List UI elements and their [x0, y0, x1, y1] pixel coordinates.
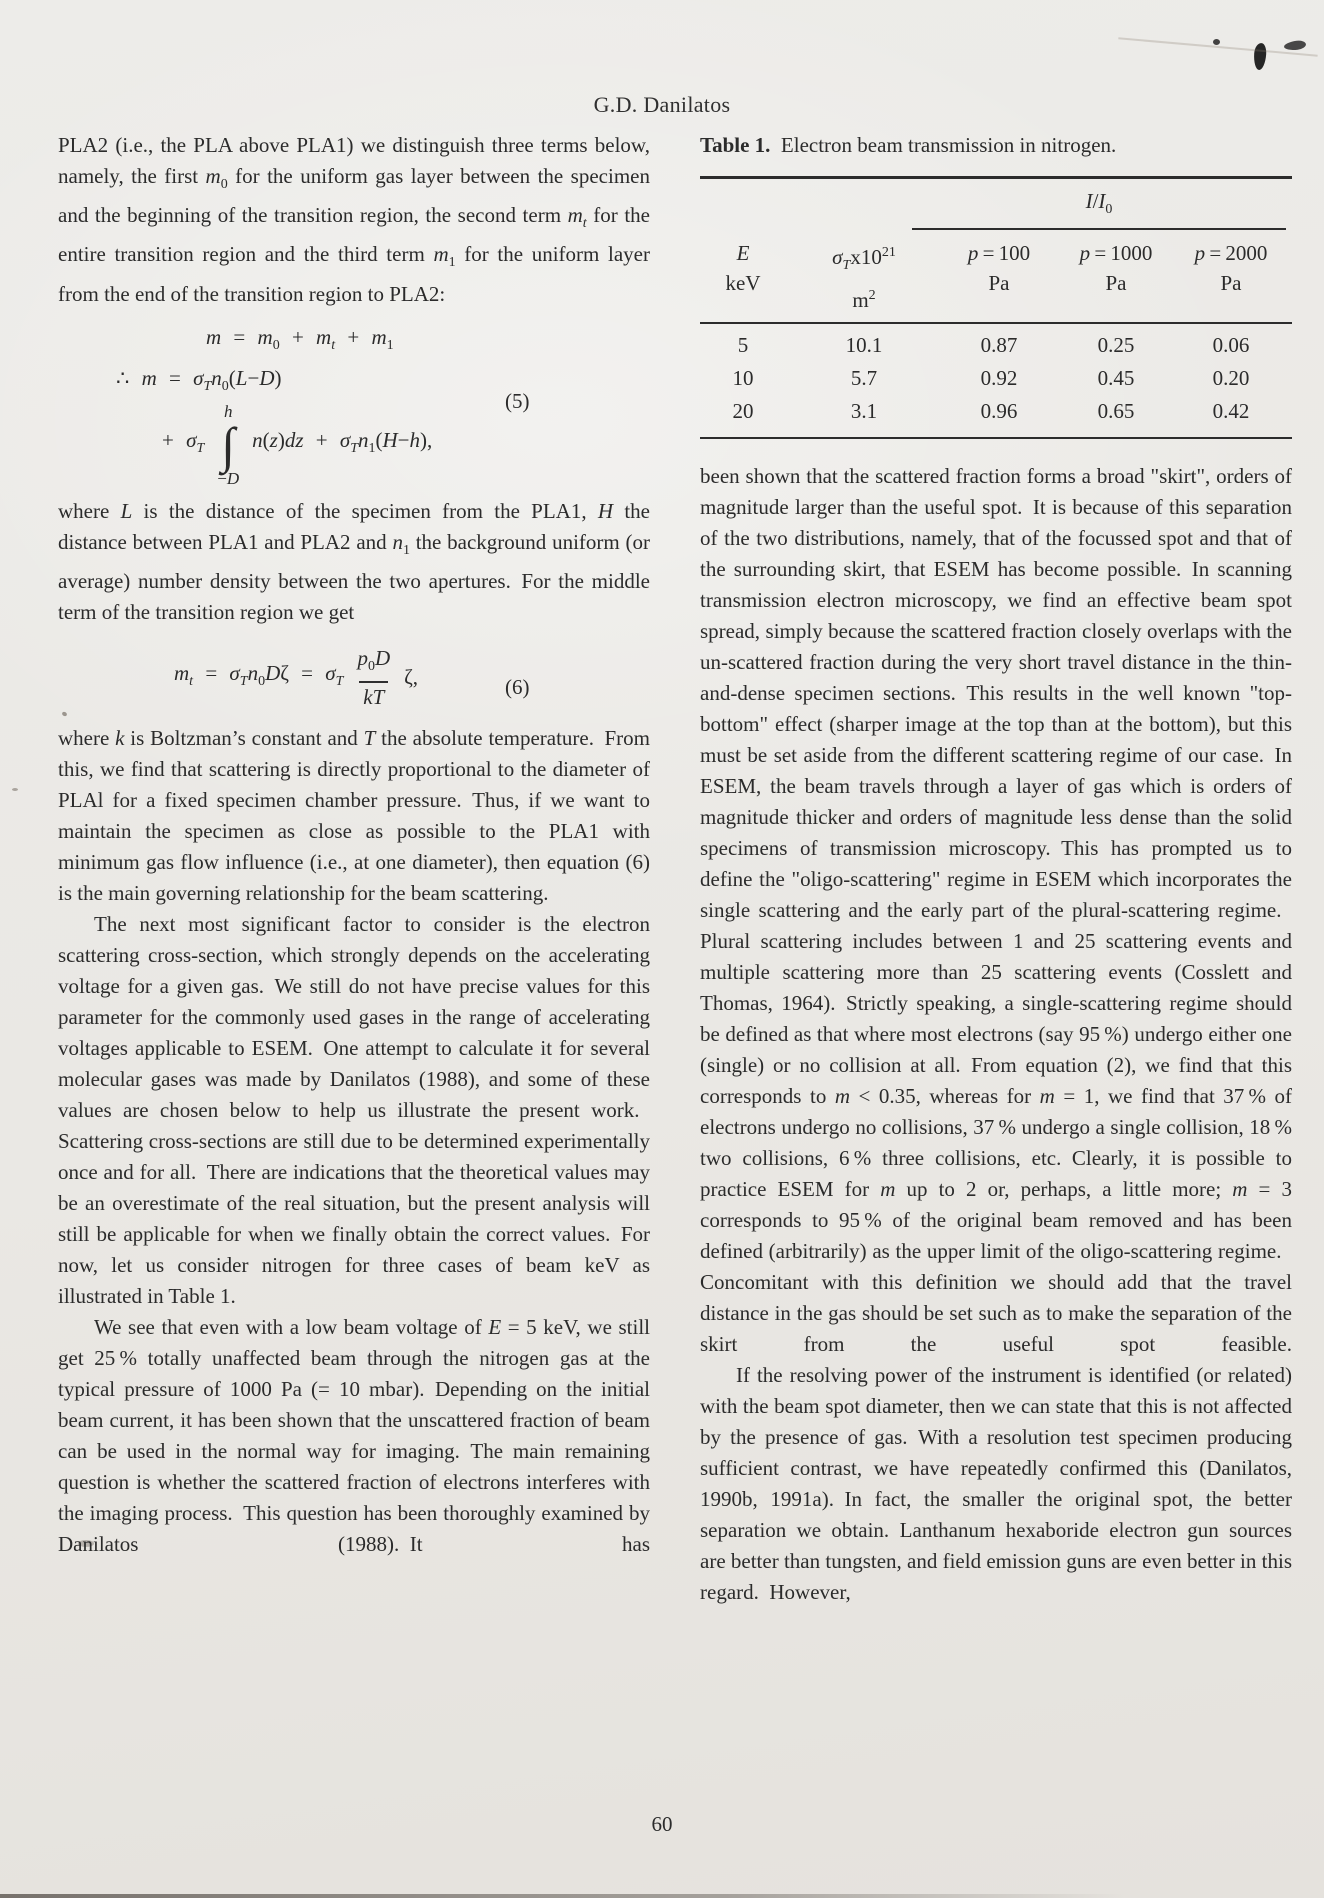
scan-edge-shadow [0, 1894, 1324, 1898]
header-line2: Pa [1105, 271, 1127, 296]
equation-5 [58, 322, 650, 488]
table-cell: 10 [732, 366, 754, 391]
equation-5-line3 [162, 402, 650, 488]
table-cell: 0.06 [1212, 333, 1250, 358]
table-cell: 10.1 [845, 333, 883, 358]
table-column-header [1056, 230, 1176, 315]
equation-5-term-post: $n(z)dz + \sigma_Tn_1(H-h)$, [252, 428, 433, 457]
table-cell: 3.1 [850, 399, 878, 424]
paper-speck [12, 788, 18, 791]
table-cell: 0.87 [980, 333, 1018, 358]
header-line1: p = 2000 [1194, 241, 1268, 266]
header-line2: $m^2$ [852, 288, 876, 313]
table-cell: 0.45 [1097, 366, 1135, 391]
table-span-header-label: $I/I_0$ [912, 179, 1286, 230]
ink-blob-mark [1253, 43, 1267, 71]
integral-lower-limit: −D [217, 468, 240, 488]
paragraph-resolving-power: If the resolving power of the instrument is identified (or related) with the beam spot diameter, then we can state that this is not affected by the presence of gas. With a resolution test specimen producing sufficient contrast, we have repeatedly confirmed this (Danilatos, 1990b, 1991a). In fact, the smaller the original spot, the better separation we obtain. Lanthanum hexaboride electron gun sources are better than tungsten, and field emission guns are even better in this regard. However, [700, 1363, 1292, 1605]
page-number: 60 [651, 1812, 673, 1836]
right-column [700, 130, 1292, 1608]
table-header-row [700, 230, 1292, 315]
table-cell: 5 [737, 333, 749, 358]
paragraph-next-factor: The next most significant factor to consider is the electron scattering cross-section, which strongly depends on the accelerating voltage for a given gas. We still do not have precise values for this parameter for the commonly used gases in the range of accelerating voltages applicable to ESEM. One attempt to calculate it for several molecular gases was made by Danilatos (1988), and some of these values are chosen below to help us illustrate the present work. Scattering cross-sections are still due to be determined experimentally once and for all. There are indications that the theoretical values may be an overestimate of the real situation, but the present analysis will still be applicable for when we finally obtain the correct values. For now, let us consider nitrogen for three cases of beam keV as illustrated in Table 1. [58, 912, 650, 1309]
paragraph-we-see: We see that even with a low beam voltage of E = 5 keV, we still get 25 % totally unaffected beam through the nitrogen gas at the typical pressure of 1000 Pa (= 10 mbar). Depending on the initial beam current, it has been shown that the unscattered fraction of beam can be used in the normal way for imaging. The main remaining question is whether the scattered fraction of electrons interferes with the imaging process. This question has been thoroughly examined by Danilatos (1988). It has [58, 1315, 650, 1557]
equation-number-5: (5) [505, 388, 530, 413]
header-line1: E [736, 241, 750, 266]
table-row [700, 324, 1292, 362]
table-cell: 0.65 [1097, 399, 1135, 424]
table-caption-label: Table 1. [700, 133, 771, 157]
equation-5-line2: ∴ $m = \sigma_Tn_0(L-D)$ [116, 365, 282, 394]
table-caption-text: Electron beam transmission in nitrogen. [780, 133, 1117, 157]
table-row [700, 395, 1292, 428]
table-column-header [942, 230, 1056, 315]
table-bottom-rule [700, 437, 1292, 439]
paragraph-pla2-terms: PLA2 (i.e., the PLA above PLA1) we distinguish three terms below, namely, the first $m_0$ for the uniform gas layer between the specimen and the beginning of the transition region, the second term $m_t$ for the entire transition region and the third term $m_1$ for the uniform layer from the end of the transition region to PLA2: [58, 133, 650, 306]
paragraph-skirt: been shown that the scattered fraction forms a broad "skirt", orders of magnitude larger than the useful spot. It is because of this separation of the two distributions, namely, that of the focussed spot and that of the surrounding skirt, that ESEM has become possible. In scanning transmission electron microscopy, we find an effective beam spot spread, simply because the scattered fraction closely overlaps with the un-scattered fraction during the very short travel distance in the thin-and-dense specimen sections. This results in the well known "top-bottom" effect (sharper image at the top than at the bottom), but this must be set aside from the different scattering regime of our case. In ESEM, the beam travels through a layer of gas which is orders of magnitude thicker and orders of magnitude less dense than the solid specimens of transmission microscopy. This has prompted us to define the "oligo-scattering" regime in ESEM which incorporates the single scattering and the early part of the plural-scattering regime. Plural scattering includes between 1 and 25 scattering events and multiple scattering more than 25 scattering events (Cosslett and Thomas, 1964). Strictly speaking, a single-scattering regime should be defined as that where most electrons (say 95 %) undergo either one (single) or no collision at all. From equation (2), we find that this corresponds to m < 0.35, whereas for m = 1, we find that 37 % of electrons undergo no collisions, 37 % undergo a single collision, 18 % two collisions, 6 % three collisions, etc. Clearly, it is possible to practice ESEM for m up to 2 or, perhaps, a little more; m = 3 corresponds to 95 % of the original beam removed and has been defined (arbitrarily) as the upper limit of the oligo-scattering regime. Concomitant with this definition we should add that the travel distance in the gas should be set such as to make the separation of the skirt from the useful spot feasible. [700, 464, 1292, 1357]
table-1 [700, 130, 1292, 439]
header-line1: p = 1000 [1079, 241, 1153, 266]
paragraph-where-k: where k is Boltzman’s constant and T the absolute temperature. From this, we find that scattering is directly proportional to the diameter of PLAl for a fixed specimen chamber pressure. Thus, if we want to maintain the specimen as close as possible to the PLA1 with minimum gas flow influence (i.e., at one diameter), then equation (6) is the main governing relationship for the beam scattering. [58, 726, 650, 906]
table-row [700, 362, 1292, 395]
table-column-header [1176, 230, 1286, 315]
table-cell: 5.7 [850, 366, 878, 391]
integral [217, 402, 239, 488]
equation-number-6: (6) [505, 675, 530, 700]
table-cell: 20 [732, 399, 754, 424]
header-line2: Pa [1220, 271, 1242, 296]
table-cell: 0.20 [1212, 366, 1250, 391]
integral-sign: ∫ [221, 416, 236, 473]
table-cell: 0.25 [1097, 333, 1135, 358]
table-cell: 0.42 [1212, 399, 1250, 424]
paragraph-where-L: where L is the distance of the specimen from the PLA1, H the distance between PLA1 and PLA2 and $n_1$ the background uniform (or average) number density between the two apertures. For the middle term of the transition region we get [58, 498, 650, 625]
fraction-numerator: $p_0D$ [357, 646, 391, 675]
fraction [353, 646, 394, 709]
table-column-header [786, 230, 942, 315]
header-line1: $\sigma_Tx10^{21}$ [832, 245, 896, 274]
equation-6 [58, 646, 650, 709]
left-column [58, 130, 650, 1560]
table-cell: 0.96 [980, 399, 1018, 424]
header-line2: keV [725, 271, 761, 296]
equation-6-rhs: ζ, [404, 665, 419, 690]
ink-dash-mark [1284, 40, 1307, 52]
fraction-denominator: kT [359, 681, 388, 709]
table-column-header [700, 230, 786, 315]
equation-6-lhs: $m_t = \sigma_Tn_0D\zeta = \sigma_T$ [174, 661, 344, 690]
table-caption [700, 130, 1292, 161]
equation-5-line1: $m = m_0 + m_t + m_1$ [206, 324, 394, 353]
header-line1: p = 100 [967, 241, 1031, 266]
equation-5-term-pre: + $\sigma_T$ [162, 428, 205, 457]
running-head: G.D. Danilatos [593, 92, 731, 117]
ink-dot-mark [1213, 39, 1220, 45]
header-line2: Pa [988, 271, 1010, 296]
integral-upper-limit: h [223, 401, 233, 421]
table-cell: 0.92 [980, 366, 1018, 391]
table-span-header [700, 179, 1292, 230]
